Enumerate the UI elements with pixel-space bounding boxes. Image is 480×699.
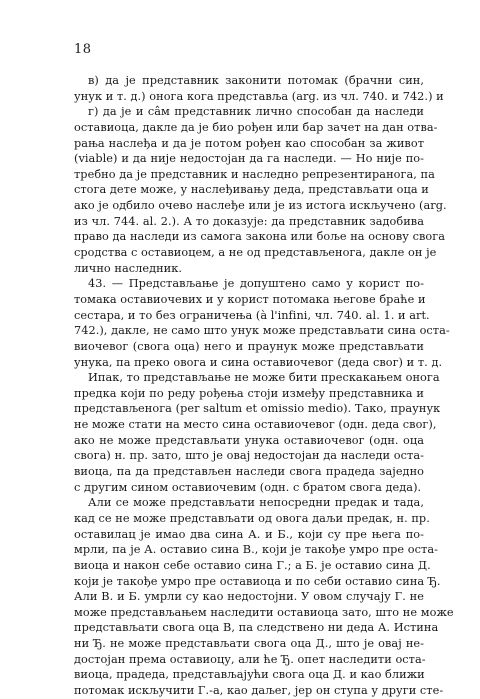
body-text <box>74 73 454 699</box>
text-line: виоца, па да представљен наследи свога прадеда заједно <box>74 465 424 479</box>
text-line: свога) н. пр. зато, што је овај недостојан да наследи оста- <box>74 449 424 463</box>
text-line: г) да је и сâм представник лично способан да наследи <box>88 105 424 119</box>
text-line: потомак искључити Г.-а, као даљег, јер он ступа у други сте- <box>74 683 444 697</box>
text-line: достојан према оставиоцу, али ће Ђ. опет наследити оста- <box>74 652 426 666</box>
text-line: сестара, и то без ограничења (à l'infini, чл. 740. al. 1. и art. <box>74 308 430 322</box>
text-line: оставиоца, дакле да је био рођен или бар зачет на дан отва- <box>74 120 438 134</box>
text-line: 742.), дакле, не само што унук може представљати сина оста- <box>74 324 450 338</box>
text-line: кад се не може представљати од овога даљи предак, н. пр. <box>74 511 430 525</box>
text-line: може представљањем наследити оставиоца зато, што не може <box>74 605 454 619</box>
text-line: стога дете може, у наслеђивању деда, представљати оца и <box>74 183 429 197</box>
text-line: рања наслеђа и да је потом рођен као способан за живот <box>74 136 424 150</box>
text-line: Ипак, то представљање не може бити прескакањем онога <box>88 371 440 385</box>
text-line: из чл. 744. al. 2.). А то доказује: да представник задобива <box>74 214 424 228</box>
text-line: предка који по реду рођења стоји између представника и <box>74 386 424 400</box>
text-line: (viable) и да није недостојан да га наследи. — Но није по- <box>74 152 424 166</box>
text-line: ако не може представљати унука оставиочевог (одн. оца <box>74 433 424 447</box>
text-line: сродства с оставиоцем, а не од представљенога, дакле он је <box>74 246 437 260</box>
text-line: представљенога (per saltum et omissio medio). Тако, праунук <box>74 402 441 416</box>
text-line: мрли, па је А. оставио сина В., који је такође умро пре оста- <box>74 543 438 557</box>
text-line: унука, па преко овога и сина оставиочевог (деда свог) и т. д. <box>74 355 443 369</box>
text-line: виоца, прадеда, представљајући свога оца Д. и као ближи <box>74 668 425 682</box>
text-line: Али В. и Б. умрли су као недостојни. У овом случају Г. не <box>74 590 424 604</box>
text-line: томака оставиочевих и у корист потомака његове браће и <box>74 292 426 306</box>
text-line: требно да је представник и наследно репрезентиранога, па <box>74 167 435 181</box>
text-line: не може стати на место сина оставиочевог (одн. деда свог), <box>74 418 437 432</box>
text-line: в) да је представник законити потомак (брачни син, <box>88 74 424 87</box>
text-line: оставилац је имао два сина А. и Б., који су пре њега по- <box>74 527 424 541</box>
text-line: виоца и након себе оставио сина Г.; а Б. је оставио сина Д. <box>74 558 431 572</box>
text-line: који је такође умро пре оставиоца и по себи оставио сина Ђ. <box>74 574 441 588</box>
text-line: ако је одбило очево наслеђе или је из истога искључено (arg. <box>74 199 447 213</box>
text-line: Али се може представљати непосредни предак и тада, <box>88 496 424 510</box>
text-line: лично наследник. <box>74 261 183 275</box>
text-line: унук и т. д.) онога кога представља (arg. из чл. 740. и 742.) и <box>74 89 444 103</box>
text-line: право да наследи из самога закона или боље на основу свога <box>74 230 446 244</box>
section-heading-line: 43. — Представљање је допуштено само у корист по- <box>88 277 424 291</box>
text-line: виочевог (свога оца) него и праунук може представљати <box>74 339 424 353</box>
text-line: с другим сином оставиочевим (одн. с братом свога деда). <box>74 480 422 494</box>
text-line: ни Ђ. не може представљати свога оца Д., што је овај не- <box>74 637 424 651</box>
text-line: представљати свога оца В, па следствено ни деда А. Истина <box>74 621 439 635</box>
page-number: 18 <box>74 42 92 57</box>
